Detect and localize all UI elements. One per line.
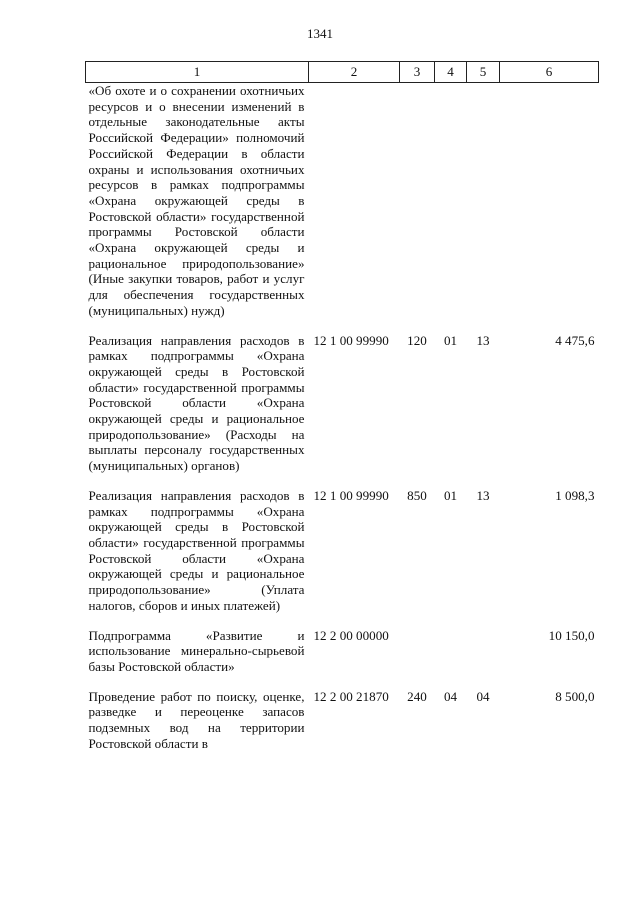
page-number: 1341	[307, 26, 333, 41]
row-amount: 10 150,0	[548, 627, 595, 643]
row-code: 12 2 00 21870	[313, 688, 389, 704]
row-rz: 01	[443, 332, 458, 348]
header-cell: 4	[435, 62, 467, 83]
row-amount: 1 098,3	[555, 487, 595, 503]
header-cell: 2	[309, 62, 400, 83]
row-pr	[467, 83, 500, 319]
row-vr	[400, 614, 435, 675]
row-rz	[435, 614, 467, 675]
row-rz: 01	[443, 487, 458, 503]
table-row	[86, 319, 599, 474]
row-amount	[500, 83, 599, 319]
row-description: «Об охоте и о сохранении охотничьих ресурсов и о внесении изменений в отдельные законодательные акты Российской Федерации» полномочий Российской Федерации в области охраны и использования охотничьих ресурсов в рамках подпрограммы «Охрана окружающей среды в Ростовской области» государственной программы Ростовской области «Охрана окружающей среды и рациональное природопользование» (Иные закупки товаров, работ и услуг для обеспечения государственных (муниципальных) нужд)	[88, 83, 305, 318]
row-amount: 8 500,0	[555, 688, 595, 704]
table-header-row	[86, 62, 599, 83]
row-rz	[435, 83, 467, 319]
row-vr: 850	[407, 487, 427, 503]
row-pr: 13	[476, 487, 490, 503]
row-pr: 04	[476, 688, 490, 704]
row-vr: 120	[407, 332, 427, 348]
row-code: 12 2 00 00000	[313, 627, 389, 643]
row-code: 12 1 00 99990	[313, 332, 389, 348]
header-cell: 1	[86, 62, 309, 83]
row-amount: 4 475,6	[555, 332, 595, 348]
table-row	[86, 474, 599, 614]
row-vr: 240	[407, 688, 427, 704]
header-cell: 5	[467, 62, 500, 83]
table-row	[86, 675, 599, 752]
header-cell: 3	[400, 62, 435, 83]
row-description: Реализация направления расходов в рамках подпрограммы «Охрана окружающей среды в Ростовской области» государственной программы Ростовской области «Охрана окружающей среды и рациональное природопользование» (Расходы на выплаты персоналу государственных (муниципальных) органов)	[88, 332, 305, 474]
row-pr	[467, 614, 500, 675]
row-description: Реализация направления расходов в рамках подпрограммы «Охрана окружающей среды в Ростовской области» государственной программы Ростовской области «Охрана окружающей среды и рациональное природопользование» (Уплата налогов, сборов и иных платежей)	[88, 487, 305, 613]
table-row	[86, 614, 599, 675]
row-description: Проведение работ по поиску, оценке, разведке и переоценке запасов подземных вод на территории Ростовской области в	[88, 688, 305, 751]
row-description: Подпрограмма «Развитие и использование минерально-сырьевой базы Ростовской области»	[88, 627, 305, 674]
row-pr: 13	[476, 332, 490, 348]
row-code: 12 1 00 99990	[313, 487, 389, 503]
row-vr	[400, 83, 435, 319]
header-cell: 6	[500, 62, 599, 83]
row-rz: 04	[443, 688, 458, 704]
row-code	[309, 83, 400, 319]
budget-table	[85, 61, 599, 751]
table-row	[86, 83, 599, 319]
